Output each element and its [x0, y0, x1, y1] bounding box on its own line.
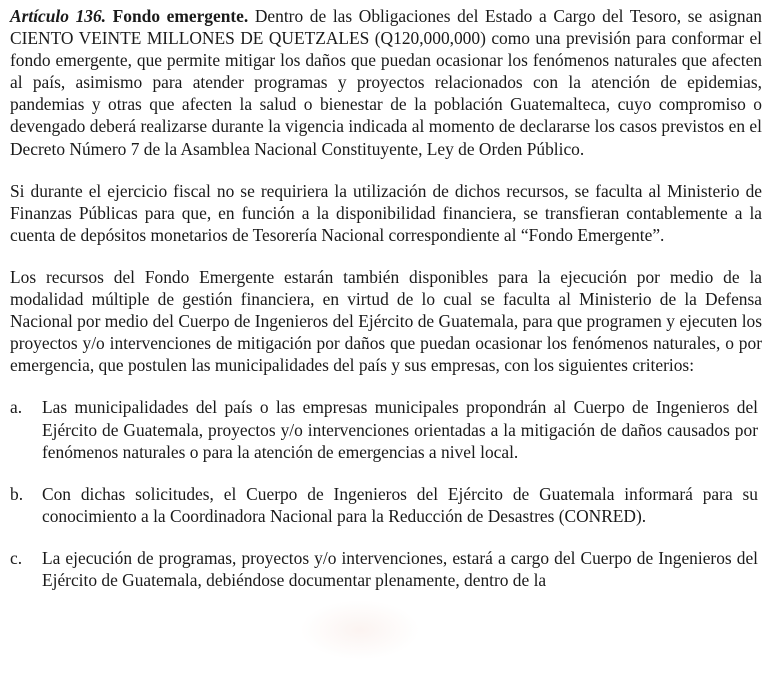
article-body-1: Dentro de las Obligaciones del Estado a Cargo del Tesoro, se asignan CIENTO VEINTE MILLONES DE QUETZALES (Q120,000,000) como una previsión para conformar el fondo emergente, que permite mitigar los daños que puedan ocasionar los fenómenos naturales que afecten al país, asimismo para atender programas y proyectos relacionados con la atención de epidemias, pandemias y otras que afecten la salud o bienestar de la población Guatemalteca, cuyo compromiso o devengado deberá realizarse durante la vigencia indicada al momento de declararse los casos previstos en el Decreto Número 7 de la Asamblea Nacional Constituyente, Ley de Orden Público.	[10, 6, 762, 159]
list-item-text: Las municipalidades del país o las empresas municipales propondrán al Cuerpo de Ingenieros del Ejército de Guatemala, proyectos y/o intervenciones orientadas a la mitigación de daños causados por fenómenos naturales o para la atención de emergencias a nivel local.	[42, 397, 758, 462]
list-item-text: Con dichas solicitudes, el Cuerpo de Ingenieros del Ejército de Guatemala informará para su conocimiento a la Coordinadora Nacional para la Reducción de Desastres (CONRED).	[42, 483, 758, 526]
article-paragraph-2: Si durante el ejercicio fiscal no se requiriera la utilización de dichos recursos, se faculta al Ministerio de Finanzas Públicas para que, en función a la disponibilidad financiera, se transfieran contablemente a la cuenta de depósitos monetarios de Tesorería Nacional correspondiente al “Fondo Emergente”.	[10, 180, 762, 245]
criteria-item-c	[10, 547, 762, 591]
article-title: Fondo emergente.	[112, 6, 249, 26]
article-paragraph-3: Los recursos del Fondo Emergente estarán también disponibles para la ejecución por medio de la modalidad múltiple de gestión financiera, en virtud de lo cual se faculta al Ministerio de la Defensa Nacional por medio del Cuerpo de Ingenieros del Ejército de Guatemala, para que programen y ejecuten los proyectos y/o intervenciones de mitigación por daños que puedan ocasionar los fenómenos naturales, o por emergencia, que postulen las municipalidades del país y sus empresas, con los siguientes criterios:	[10, 266, 762, 376]
criteria-item-b	[10, 483, 762, 527]
article-paragraph-1	[10, 5, 762, 160]
list-item-text: La ejecución de programas, proyectos y/o intervenciones, estará a cargo del Cuerpo de Ingenieros del Ejército de Guatemala, debiéndose documentar plenamente, dentro de la	[42, 547, 758, 590]
criteria-item-a	[10, 396, 762, 462]
list-marker: a.	[10, 397, 23, 418]
document-page	[10, 5, 762, 611]
article-heading	[10, 6, 248, 26]
article-label: Artículo 136.	[10, 6, 107, 26]
list-marker: b.	[10, 483, 24, 504]
list-marker: c.	[10, 547, 23, 568]
criteria-list	[10, 396, 762, 591]
